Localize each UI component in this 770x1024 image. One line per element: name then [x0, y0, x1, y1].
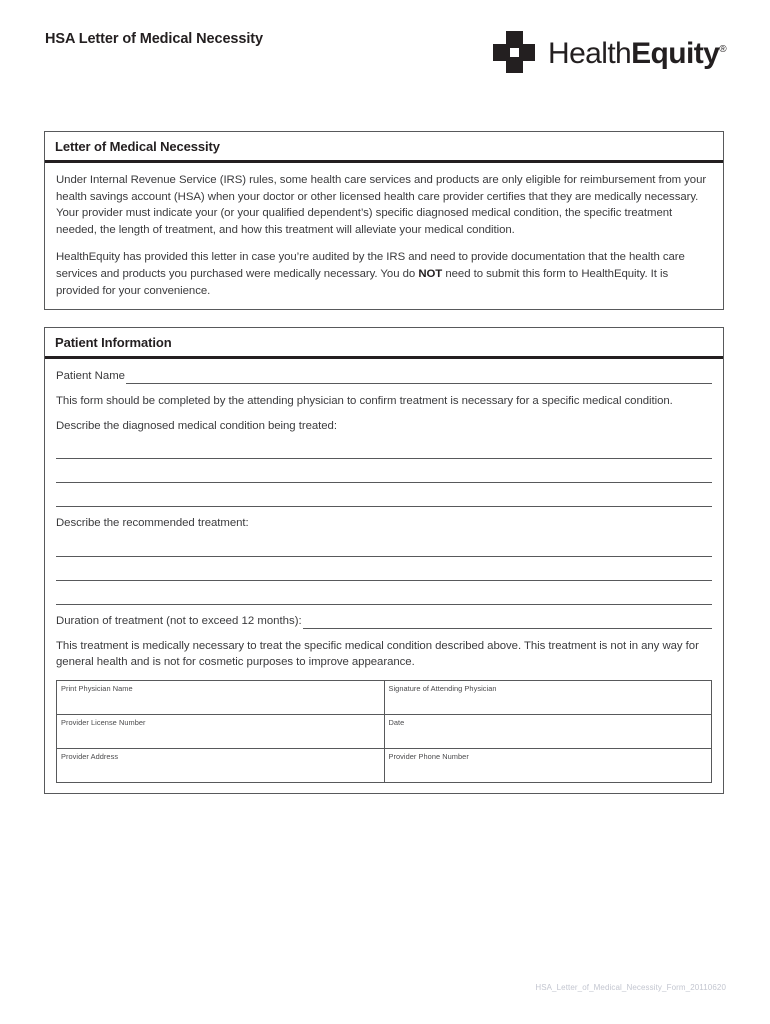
- signature-of-physician-cell[interactable]: Signature of Attending Physician: [384, 680, 712, 714]
- table-row: [57, 714, 712, 748]
- physician-signature-table: [56, 680, 712, 783]
- table-row: [57, 748, 712, 782]
- logo-wordmark-equity: Equity: [631, 37, 720, 70]
- write-line[interactable]: [56, 581, 712, 605]
- letter-section-heading: Letter of Medical Necessity: [45, 132, 723, 163]
- recommended-treatment-input[interactable]: [56, 540, 712, 605]
- duration-input[interactable]: [303, 616, 712, 629]
- letter-of-medical-necessity-panel: [44, 131, 724, 310]
- duration-field-row[interactable]: [56, 613, 712, 629]
- physician-instruction-text: This form should be completed by the attending physician to confirm treatment is necessary for a specific medical condition.: [56, 395, 673, 407]
- letter-section-body: [45, 163, 723, 309]
- audit-paragraph-part-1: HealthEquity has provided this letter in case you’re audited by the IRS and need to provide documentation that the health care services and products you purchased were medically necessary. You do: [56, 251, 685, 280]
- write-line[interactable]: [56, 557, 712, 581]
- provider-address-cell[interactable]: Provider Address: [57, 748, 385, 782]
- diagnosed-condition-prompt: Describe the diagnosed medical condition being treated:: [56, 419, 337, 432]
- table-row: [57, 680, 712, 714]
- cross-logo-icon: [493, 31, 535, 73]
- audit-paragraph-part-2: need to submit this form to HealthEquity. It is provided for your convenience.: [56, 267, 669, 297]
- patient-name-label: Patient Name: [56, 370, 126, 382]
- page-title: HSA Letter of Medical Necessity: [45, 31, 263, 47]
- write-line[interactable]: [56, 540, 712, 557]
- print-physician-name-cell[interactable]: Print Physician Name: [57, 680, 385, 714]
- logo-wordmark: [548, 35, 726, 69]
- recommended-treatment-prompt: Describe the recommended treatment:: [56, 517, 249, 530]
- medical-necessity-attestation: This treatment is medically necessary to treat the specific medical condition described above. This treatment is not in any way for general health and is not for cosmetic purposes to improve appearance.: [56, 639, 699, 669]
- patient-section-heading: Patient Information: [45, 328, 723, 359]
- not-emphasis: NOT: [418, 267, 443, 280]
- provider-phone-number-cell[interactable]: Provider Phone Number: [384, 748, 712, 782]
- date-cell[interactable]: Date: [384, 714, 712, 748]
- patient-name-input[interactable]: [126, 371, 712, 384]
- write-line[interactable]: [56, 442, 712, 459]
- write-line[interactable]: [56, 459, 712, 483]
- patient-section-body: [45, 359, 723, 793]
- write-line[interactable]: [56, 483, 712, 507]
- registered-trademark-icon: ®: [719, 44, 726, 55]
- document-id-footer: HSA_Letter_of_Medical_Necessity_Form_20110620: [535, 983, 726, 992]
- irs-rules-paragraph: Under Internal Revenue Service (IRS) rules, some health care services and products are only eligible for reimbursement from your health savings account (HSA) when your doctor or other licensed health care provider certifies that they are medically necessary. Your provider must indicate your (or your qualified dependent’s) specific diagnosed medical condition, the specific treatment needed, the length of treatment, and how this treatment will alleviate your medical condition.: [56, 174, 707, 236]
- patient-information-panel: [44, 327, 724, 794]
- provider-license-number-cell[interactable]: Provider License Number: [57, 714, 385, 748]
- audit-documentation-paragraph: [56, 249, 712, 299]
- healthequity-logo: [493, 30, 726, 74]
- patient-name-field-row[interactable]: [56, 368, 712, 384]
- page-header: [0, 0, 770, 105]
- logo-wordmark-health: Health: [548, 37, 632, 70]
- duration-label: Duration of treatment (not to exceed 12 months):: [56, 614, 302, 627]
- diagnosed-condition-input[interactable]: [56, 442, 712, 507]
